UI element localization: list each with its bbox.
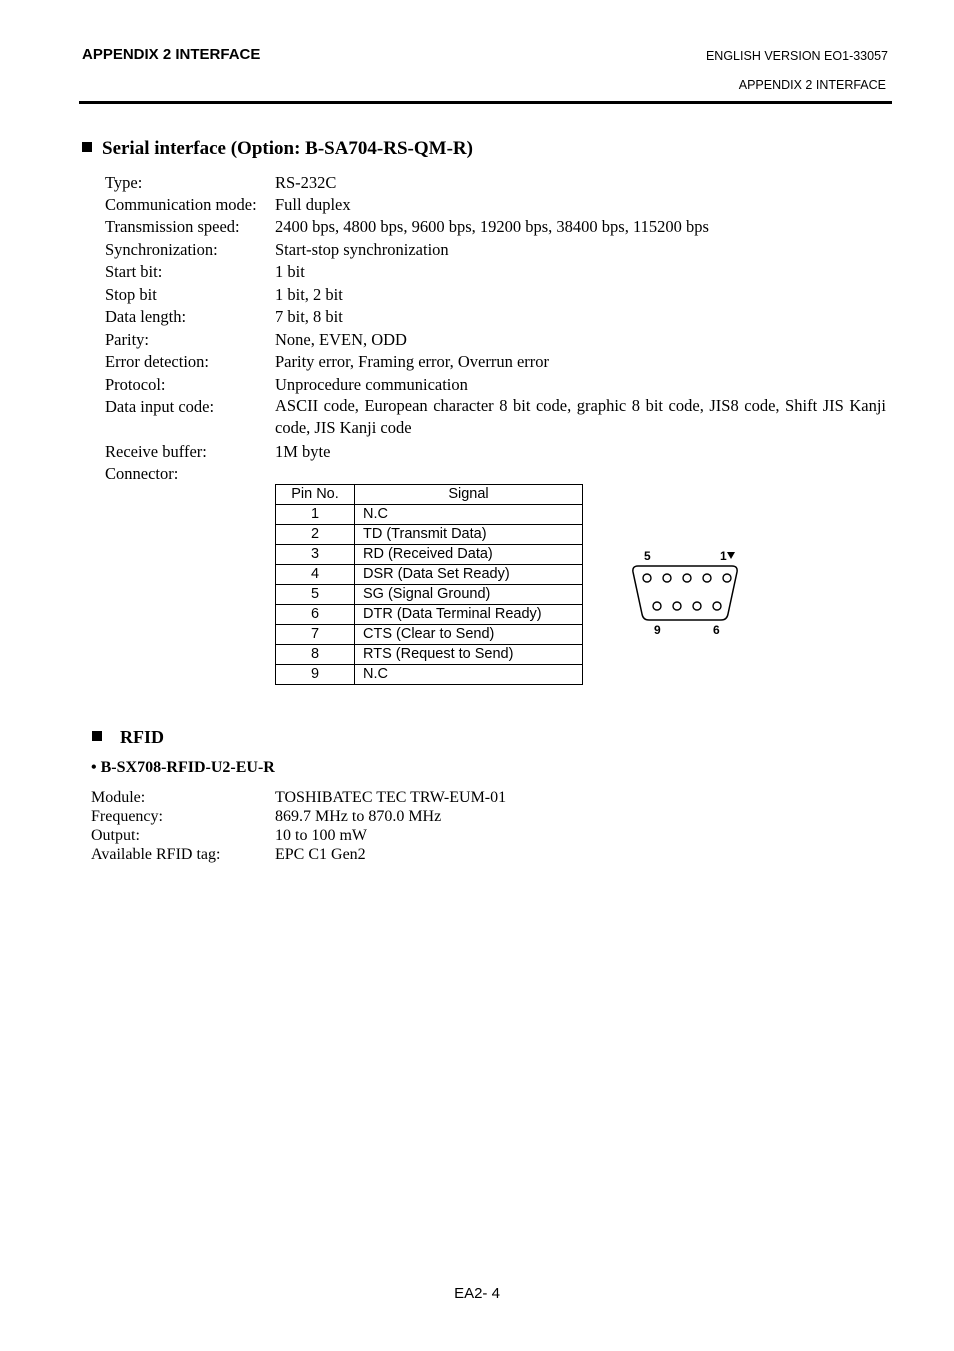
connector-pin (713, 602, 721, 610)
spec-value: None, EVEN, ODD (275, 330, 407, 349)
pin-signal: DTR (Data Terminal Ready) (355, 605, 583, 625)
table-row (276, 565, 583, 585)
serial-section-title: Serial interface (Option: B-SA704-RS-QM-R) (102, 138, 473, 159)
pin-signal: TD (Transmit Data) (355, 525, 583, 545)
spec-label: Transmission speed: (105, 217, 240, 236)
table-row (276, 665, 583, 685)
square-bullet-icon (92, 731, 102, 741)
connector-pin9-label: 9 (654, 623, 661, 637)
spec-value: 7 bit, 8 bit (275, 307, 343, 326)
spec-value: Full duplex (275, 195, 351, 214)
spec-label: Receive buffer: (105, 442, 207, 461)
page-number: EA2- 4 (454, 1285, 500, 1302)
spec-value: Parity error, Framing error, Overrun error (275, 352, 550, 371)
spec-label: Protocol: (105, 375, 166, 394)
column-header-pin: Pin No. (276, 485, 355, 505)
spec-label: Stop bit (105, 285, 157, 304)
db9-connector-diagram (628, 546, 744, 640)
table-row (276, 505, 583, 525)
spec-value: TOSHIBATEC TEC TRW-EUM-01 (275, 789, 507, 806)
serial-section-heading (82, 138, 473, 160)
spec-label: Output: (91, 827, 140, 844)
pin-number: 3 (276, 545, 355, 565)
spec-value: 2400 bps, 4800 bps, 9600 bps, 19200 bps, 38400 bps, 115200 bps (275, 217, 709, 236)
rfid-section-title: RFID (120, 727, 164, 747)
rfid-model-name: B-SX708-RFID-U2-EU-R (100, 759, 275, 776)
pin-signal: RTS (Request to Send) (355, 645, 583, 665)
connector-pin5-label: 5 (644, 549, 651, 563)
header-section-title: APPENDIX 2 INTERFACE (82, 46, 261, 63)
connector-pin (643, 574, 651, 582)
pin-number: 6 (276, 605, 355, 625)
pin-signal: DSR (Data Set Ready) (355, 565, 583, 585)
pin-signal: N.C (355, 665, 583, 685)
spec-label: Type: (105, 173, 143, 192)
pin-number: 8 (276, 645, 355, 665)
table-row (276, 545, 583, 565)
spec-value: 10 to 100 mW (275, 827, 367, 844)
pin-number: 1 (276, 505, 355, 525)
pin-signal: N.C (355, 505, 583, 525)
spec-label: Data length: (105, 307, 187, 326)
spec-value: Unprocedure communication (275, 375, 468, 394)
spec-value: RS-232C (275, 173, 337, 192)
table-header-row (276, 485, 583, 505)
spec-label: Communication mode: (105, 195, 257, 214)
pin-number: 4 (276, 565, 355, 585)
pin-number: 7 (276, 625, 355, 645)
pin-signal: RD (Received Data) (355, 545, 583, 565)
table-row (276, 585, 583, 605)
connector-pin (683, 574, 691, 582)
spec-value: 1M byte (275, 442, 331, 461)
square-bullet-icon (82, 142, 92, 152)
table-row (276, 605, 583, 625)
spec-label: Connector: (105, 464, 179, 483)
spec-value: EPC C1 Gen2 (275, 846, 366, 863)
connector-pin (653, 602, 661, 610)
spec-value: 869.7 MHz to 870.0 MHz (275, 808, 442, 825)
connector-pin (673, 602, 681, 610)
header-divider (79, 101, 892, 104)
pin-number: 9 (276, 665, 355, 685)
connector-pin-table (275, 484, 583, 685)
column-header-signal: Signal (355, 485, 583, 505)
table-row (276, 525, 583, 545)
connector-pin (703, 574, 711, 582)
connector-pin1-label: 1 (720, 549, 727, 563)
header-version: ENGLISH VERSION EO1-33057 (705, 49, 888, 63)
pin-signal: SG (Signal Ground) (355, 585, 583, 605)
connector-pin (723, 574, 731, 582)
spec-label: Module: (91, 789, 146, 806)
connector-pin6-label: 6 (713, 623, 720, 637)
header-appendix: APPENDIX 2 INTERFACE (738, 78, 886, 92)
pin-number: 5 (276, 585, 355, 605)
connector-pin (693, 602, 701, 610)
spec-label: Available RFID tag: (91, 846, 221, 863)
rfid-model-heading (91, 759, 275, 777)
bullet-icon: • (91, 759, 97, 776)
spec-label: Frequency: (91, 808, 163, 825)
spec-label: Synchronization: (105, 240, 218, 259)
pin-number: 2 (276, 525, 355, 545)
connector-pin (663, 574, 671, 582)
spec-label: Start bit: (105, 262, 163, 281)
spec-label: Error detection: (105, 352, 209, 371)
spec-label: Parity: (105, 330, 149, 349)
spec-value: 1 bit (275, 262, 305, 281)
spec-value: ASCII code, European character 8 bit code, graphic 8 bit code, JIS8 code, Shift JIS Kanji code, JIS Kanji code (275, 396, 886, 437)
rfid-section-heading (92, 727, 164, 748)
table-row (276, 625, 583, 645)
spec-value: Start-stop synchronization (275, 240, 449, 259)
pin1-marker-icon (727, 552, 735, 559)
spec-value: 1 bit, 2 bit (275, 285, 343, 304)
spec-label: Data input code: (105, 397, 215, 416)
pin-signal: CTS (Clear to Send) (355, 625, 583, 645)
table-row (276, 645, 583, 665)
